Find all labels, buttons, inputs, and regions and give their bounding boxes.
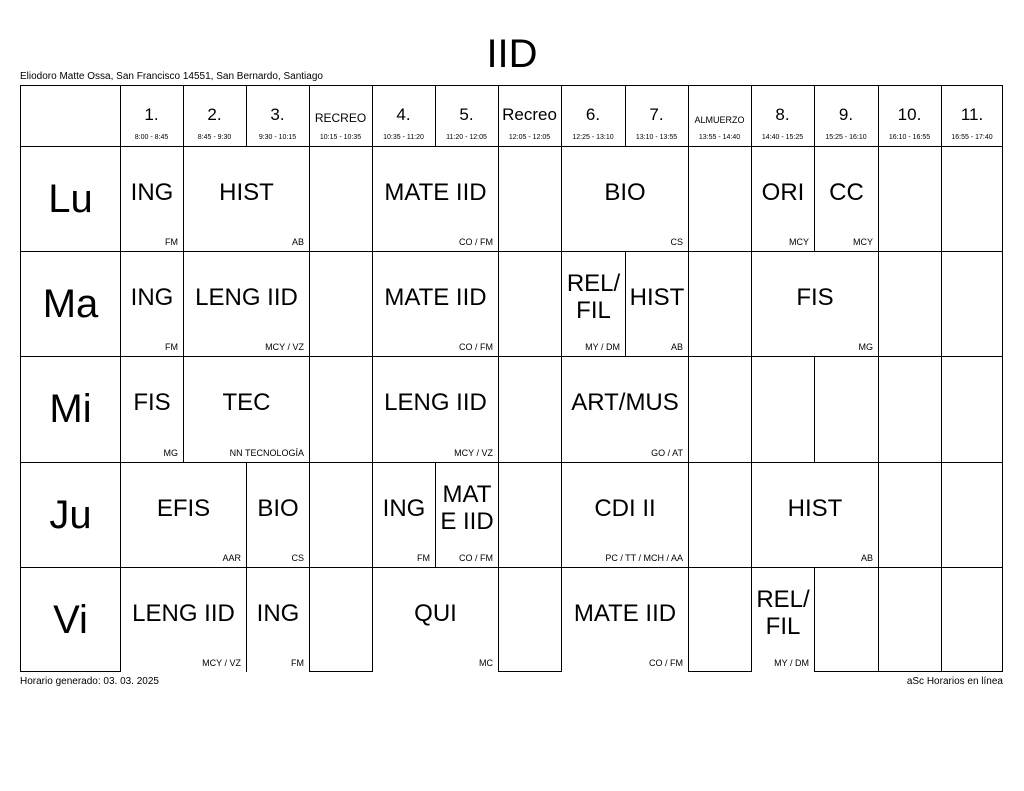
day-label: Mi [49, 387, 92, 431]
lesson-teacher: FM [417, 553, 430, 563]
lesson-teacher: MCY / VZ [454, 448, 493, 458]
period-label: 2. [207, 105, 222, 124]
lesson-cell[interactable] [373, 147, 498, 251]
lesson-subject: QUI [414, 599, 457, 627]
lesson-cell[interactable] [562, 463, 688, 567]
grid-vline [309, 86, 310, 672]
lesson-subject: CC [829, 178, 864, 206]
lesson-subject: HIST [219, 178, 274, 206]
lesson-subject: HIST [629, 283, 685, 311]
lesson-subject: MATE IID [440, 481, 494, 535]
period-header [751, 86, 814, 146]
lesson-teacher: MCY / VZ [202, 658, 241, 668]
lesson-cell[interactable] [121, 357, 183, 462]
lesson-subject: ING [130, 283, 174, 311]
lesson-subject: REL/FIL [566, 270, 621, 324]
lesson-teacher: FM [291, 658, 304, 668]
lesson-subject: LENG IID [384, 389, 487, 416]
lesson-teacher: FM [165, 342, 178, 352]
lesson-teacher: AB [291, 237, 304, 247]
lesson-teacher: CO / FM [649, 658, 683, 668]
lesson-cell[interactable] [562, 147, 688, 251]
lesson-cell[interactable] [184, 147, 309, 251]
lesson-cell[interactable] [752, 147, 814, 251]
lesson-subject: BIO [604, 178, 646, 206]
lesson-cell[interactable] [373, 463, 435, 567]
period-header [878, 86, 941, 146]
period-time: 8:45 - 9:30 [197, 134, 232, 141]
lesson-cell[interactable] [562, 568, 688, 672]
grid-vline [941, 86, 942, 672]
period-header [372, 86, 435, 146]
lesson-subject: MATE IID [384, 178, 487, 206]
lesson-cell[interactable] [247, 568, 309, 672]
period-time: 12:25 - 13:10 [572, 134, 614, 141]
period-time: 16:10 - 16:55 [888, 134, 931, 141]
period-header [309, 86, 372, 146]
app-credit: aSc Horarios en línea [906, 676, 1003, 687]
lesson-teacher: MC [479, 658, 493, 668]
lesson-teacher: CO / FM [459, 237, 493, 247]
lesson-teacher: CO / FM [459, 342, 493, 352]
lesson-teacher: CO / FM [459, 553, 493, 563]
lesson-teacher: AB [860, 553, 873, 563]
lesson-subject: ORI [761, 178, 805, 206]
period-header [246, 86, 309, 146]
period-header [814, 86, 878, 146]
lesson-subject: EFIS [156, 494, 211, 522]
period-time: 11:20 - 12:05 [446, 134, 487, 141]
period-label: RECREO [314, 111, 367, 125]
lesson-teacher: MG [858, 342, 873, 352]
period-time: 10:35 - 11:20 [383, 134, 424, 141]
lesson-cell[interactable] [562, 357, 688, 462]
lesson-teacher: MY / DM [774, 658, 809, 668]
lesson-subject: MATE IID [384, 283, 487, 311]
period-label: 3. [270, 105, 285, 124]
period-label: 11. [960, 105, 984, 124]
lesson-cell[interactable] [121, 252, 183, 356]
period-time: 9:30 - 10:15 [258, 134, 297, 141]
lesson-subject: ING [256, 599, 300, 627]
day-label: Ma [42, 281, 99, 326]
lesson-teacher: CS [670, 237, 683, 247]
period-header [561, 86, 625, 146]
lesson-cell[interactable] [752, 568, 814, 672]
lesson-cell[interactable] [373, 252, 498, 356]
lesson-teacher: MCY [789, 237, 809, 247]
period-time: 12:05 - 12:05 [508, 134, 551, 141]
lesson-cell[interactable] [373, 568, 498, 672]
school-address: Eliodoro Matte Ossa, San Francisco 14551, San Bernardo, Santiago [20, 71, 323, 82]
period-time: 13:55 - 14:40 [698, 134, 741, 141]
timetable-grid [20, 85, 1003, 672]
lesson-subject: ART/MUS [571, 389, 679, 416]
period-label: 1. [144, 105, 159, 124]
lesson-cell[interactable] [752, 252, 878, 356]
lesson-cell[interactable] [121, 147, 183, 251]
lesson-teacher: AB [670, 342, 683, 352]
period-time: 16:55 - 17:40 [951, 134, 993, 141]
lesson-subject: MATE IID [573, 599, 677, 627]
lesson-teacher: FM [165, 237, 178, 247]
lesson-subject: ING [130, 178, 174, 206]
lesson-teacher: PC / TT / MCH / AA [605, 553, 683, 563]
lesson-subject: CDI II [594, 494, 656, 522]
day-label: Vi [53, 597, 88, 642]
lesson-cell[interactable] [815, 147, 878, 251]
lesson-cell[interactable] [626, 252, 688, 356]
period-header [941, 86, 1003, 146]
lesson-teacher: CS [291, 553, 304, 563]
period-header [120, 86, 183, 146]
lesson-subject: ING [382, 494, 426, 522]
grid-vline [498, 86, 499, 672]
period-label: Recreo [502, 105, 557, 124]
lesson-teacher: AAR [222, 553, 241, 563]
page-title: IID [486, 32, 538, 76]
lesson-teacher: MCY / VZ [265, 342, 304, 352]
lesson-cell[interactable] [247, 463, 309, 567]
lesson-subject: LENG IID [195, 283, 298, 311]
period-label: 5. [459, 105, 474, 124]
day-label: Lu [48, 176, 93, 221]
grid-vline [878, 86, 879, 672]
period-time: 10:15 - 10:35 [319, 134, 362, 141]
lesson-cell[interactable] [121, 463, 246, 567]
period-header [625, 86, 688, 146]
lesson-subject: REL/FIL [756, 586, 810, 640]
period-label: 8. [775, 105, 790, 124]
lesson-cell[interactable] [436, 463, 498, 567]
lesson-cell[interactable] [562, 252, 625, 356]
period-label: ALMUERZO [694, 115, 745, 125]
generated-date: Horario generado: 03. 03. 2025 [20, 676, 159, 687]
lesson-cell[interactable] [752, 463, 878, 567]
lesson-teacher: MCY [853, 237, 873, 247]
period-header [688, 86, 751, 146]
grid-vline [688, 86, 689, 672]
lesson-subject: FIS [133, 389, 171, 416]
period-header [498, 86, 561, 146]
lesson-teacher: MG [163, 448, 178, 458]
period-label: 10. [897, 105, 922, 124]
period-time: 15:25 - 16:10 [825, 134, 867, 141]
lesson-teacher: NN TECNOLOGÍA [229, 448, 304, 458]
lesson-teacher: MY / DM [585, 342, 620, 352]
period-time: 14:40 - 15:25 [761, 134, 804, 141]
lesson-subject: BIO [257, 494, 299, 522]
lesson-teacher: GO / AT [651, 448, 683, 458]
lesson-subject: TEC [222, 389, 271, 416]
period-time: 13:10 - 13:55 [635, 134, 678, 141]
period-label: 9. [838, 105, 854, 124]
lesson-cell[interactable] [121, 568, 246, 672]
lesson-cell[interactable] [373, 357, 498, 462]
day-label: Ju [49, 492, 92, 537]
period-label: 6. [585, 105, 601, 124]
lesson-cell[interactable] [184, 357, 309, 462]
period-header [183, 86, 246, 146]
lesson-subject: FIS [796, 283, 834, 311]
period-header [435, 86, 498, 146]
period-label: 7. [649, 105, 664, 124]
lesson-subject: HIST [787, 494, 843, 522]
period-label: 4. [396, 105, 411, 124]
lesson-subject: LENG IID [132, 599, 235, 627]
period-time: 8:00 - 8:45 [134, 134, 169, 141]
lesson-cell[interactable] [184, 252, 309, 356]
